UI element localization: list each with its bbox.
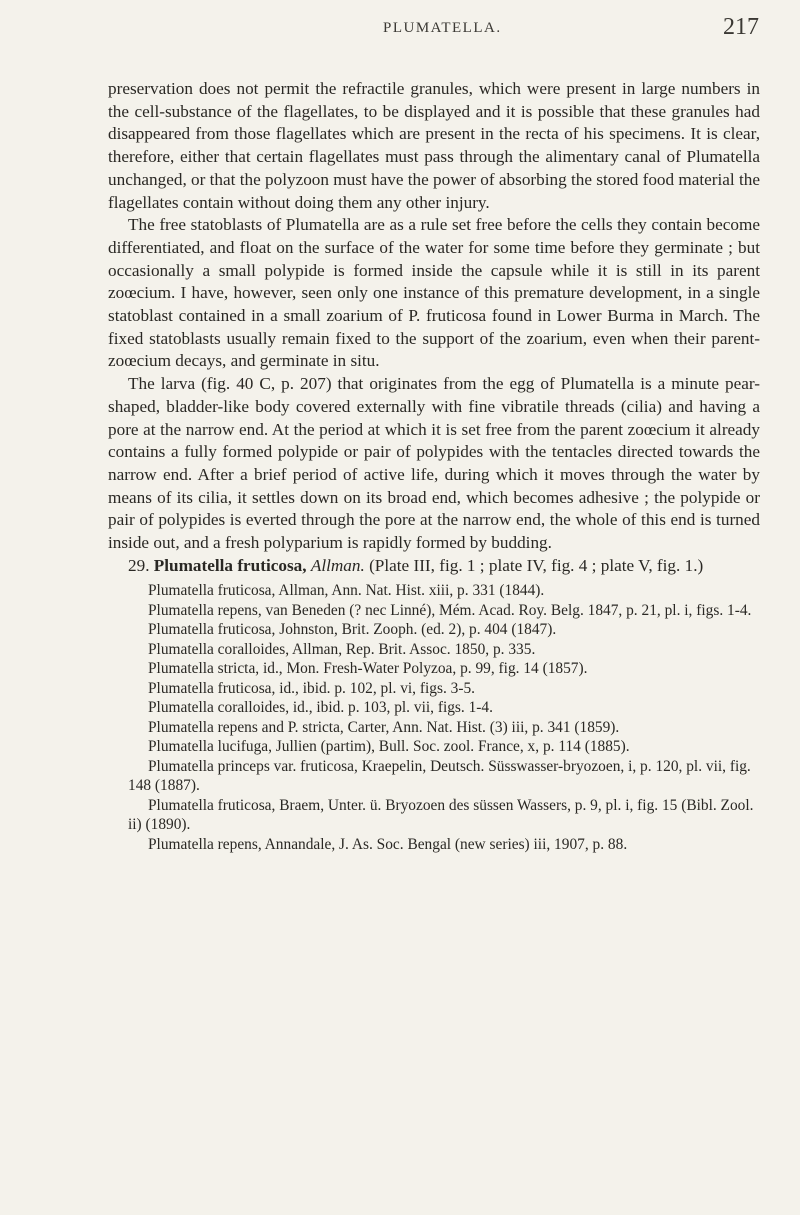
synonymy-entry: Plumatella coralloides, id., ibid. p. 103, pl. vii, figs. 1-4.: [148, 699, 493, 717]
synonymy-entry: Plumatella princeps var. fruticosa, Kraepelin, Deutsch. Süsswasser-bryozoen, i, p. 120, pl. vii, fig. 148 (1887).: [128, 757, 751, 795]
paragraph: The free statoblasts of Plumatella are as a rule set free before the cells they contain become differentiated, and float on the surface of the water for some time before they germinate ; but occasionally a small polypide is formed inside the capsule while it is still in its parent zoœcium. I have, however, seen only one instance of this premature development, in a single statoblast contained in a small zoarium of P. fruticosa found in Lower Burma in March. The fixed statoblasts usually remain fixed to the support of the zoarium, even when their parent-zoœcium decays, and germinate in situ.: [108, 215, 760, 371]
synonymy-entry: Plumatella repens and P. stricta, Carter, Ann. Nat. Hist. (3) iii, p. 341 (1859).: [148, 718, 620, 736]
species-heading: [108, 555, 760, 578]
species-number: 29.: [128, 555, 150, 575]
synonymy-entry: Plumatella fruticosa, id., ibid. p. 102, pl. vi, figs. 3-5.: [148, 679, 476, 697]
synonymy-entry: Plumatella fruticosa, Johnston, Brit. Zooph. (ed. 2), p. 404 (1847).: [148, 621, 557, 639]
synonymy-entry: Plumatella coralloides, Allman, Rep. Brit. Assoc. 1850, p. 335.: [148, 640, 536, 658]
synonymy-entry: Plumatella stricta, id., Mon. Fresh-Water Polyzoa, p. 99, fig. 14 (1857).: [148, 660, 588, 678]
synonymy-entry: Plumatella lucifuga, Jullien (partim), Bull. Soc. zool. France, x, p. 114 (1885).: [148, 738, 630, 756]
paragraph: The larva (fig. 40 C, p. 207) that originates from the egg of Plumatella is a minute pear-shaped, bladder-like body covered externally with fine vibratile threads (cilia) and having a pore at the narrow end. At the period at which it is set free from the parent zoœcium it already contains a fully formed polypide or pair of polypides with the tentacles directed towards the narrow end. After a brief period of active life, during which it moves through the water by means of its cilia, it settles down on its broad end, which becomes adhesive ; the polypide or pair of polypides is everted through the pore at the narrow end, the whole of this end is turned inside out, and a fresh polyparium is rapidly formed by budding.: [108, 374, 760, 553]
running-head: PLUMATELLA.: [383, 20, 502, 36]
synonymy-entry: Plumatella repens, Annandale, J. As. Soc. Bengal (new series) iii, 1907, p. 88.: [148, 835, 628, 853]
species-authority: Allman.: [310, 555, 365, 575]
species-name: Plumatella fruticosa,: [153, 555, 307, 575]
page-number: 217: [723, 14, 759, 40]
synonymy-list: [108, 581, 760, 854]
synonymy-entry: Plumatella fruticosa, Allman, Ann. Nat. Hist. xiii, p. 331 (1844).: [148, 582, 545, 600]
plate-references: (Plate III, fig. 1 ; plate IV, fig. 4 ; plate V, fig. 1.): [369, 555, 704, 575]
body-text: [108, 78, 760, 854]
synonymy-entry: Plumatella fruticosa, Braem, Unter. ü. Bryozoen des süssen Wassers, p. 9, pl. i, fig. 15 (Bibl. Zool. ii) (1890).: [128, 796, 754, 834]
paragraph: preservation does not permit the refractile granules, which were present in large numbers in the cell-substance of the flagellates, to be displayed and it is possible that these granules had disappeared from those flagellates which are present in the recta of his specimens. It is clear, therefore, either that certain flagellates must pass through the alimentary canal of Plumatella unchanged, or that the polyzoon must have the power of absorbing the stored food material the flagellates contain without doing them any other injury.: [108, 79, 760, 212]
synonymy-entry: Plumatella repens, van Beneden (? nec Linné), Mém. Acad. Roy. Belg. 1847, p. 21, pl. i, figs. 1-4.: [148, 601, 752, 619]
page-header: [0, 12, 800, 42]
